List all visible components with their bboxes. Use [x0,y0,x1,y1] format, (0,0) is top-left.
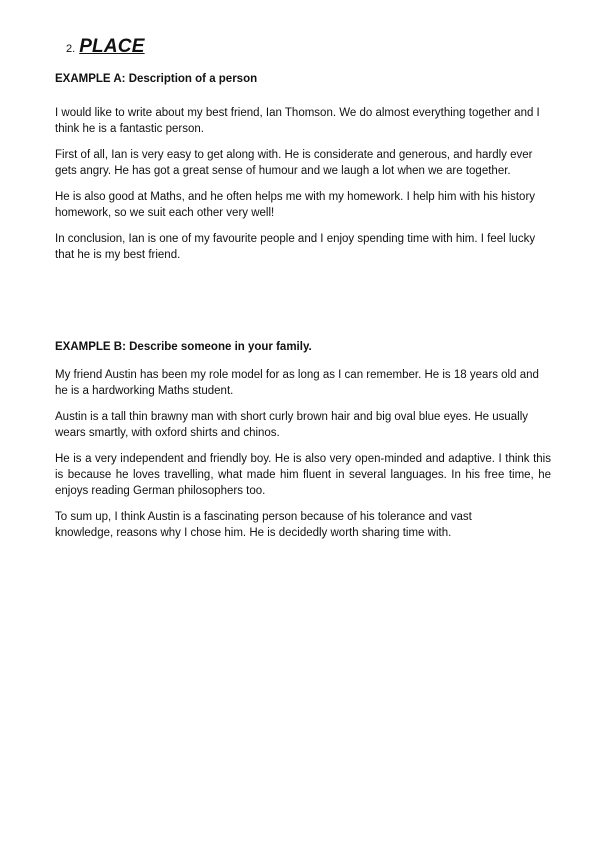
section-heading [66,36,145,58]
example-b-section [55,339,551,541]
example-a-paragraph: He is also good at Maths, and he often helps me with my homework. I help him with his history homework, so we suit each other very well! [55,191,536,219]
example-a-paragraph: I would like to write about my best friend, Ian Thomson. We do almost everything together and I think he is a fantastic person. [55,107,540,135]
example-b-title: EXAMPLE B: Describe someone in your family. [55,341,312,353]
example-b-paragraph: He is a very independent and friendly boy. He is also very open-minded and adaptive. I think this is because he loves travelling, what made him fluent in several languages. In his free time, he enjoys reading German philosophers too. [55,453,551,497]
example-b-paragraph: To sum up, I think Austin is a fascinating person because of his tolerance and vast knowledge, reasons why I chose him. He is decidedly worth sharing time with. [55,511,472,539]
example-a-paragraph: First of all, Ian is very easy to get along with. He is considerate and generous, and hardly ever gets angry. He has got a great sense of humour and we laugh a lot when we are together. [55,149,533,177]
example-a-title: EXAMPLE A: Description of a person [55,73,258,85]
heading-title: PLACE [79,36,145,57]
example-a-paragraph: In conclusion, Ian is one of my favourite people and I enjoy spending time with him. I feel lucky that he is my best friend. [55,233,536,261]
heading-number: 2. [66,43,76,55]
example-b-paragraph: My friend Austin has been my role model for as long as I can remember. He is 18 years old and he is a hardworking Maths student. [55,369,539,397]
example-b-paragraph: Austin is a tall thin brawny man with short curly brown hair and big oval blue eyes. He usually wears smartly, with oxford shirts and chinos. [55,411,529,439]
example-a-section [55,71,551,263]
